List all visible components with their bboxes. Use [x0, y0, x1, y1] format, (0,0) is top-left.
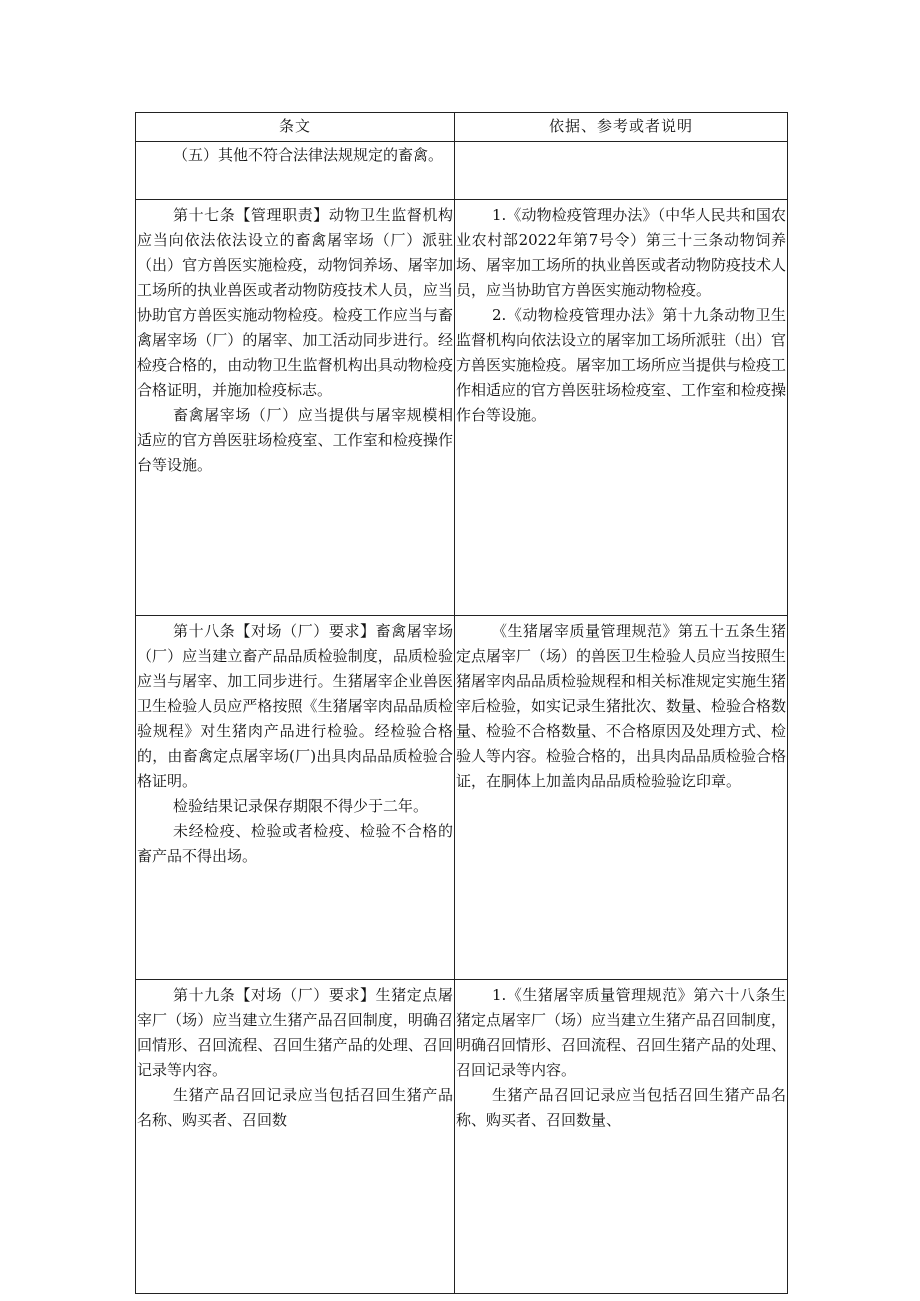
basis-paragraph: 2.《动物检疫管理办法》第十九条动物卫生监督机构向依法设立的屠宰加工场所派驻（出）官方兽医实施检疫。屠宰加工场所应当提供与检疫工作相适应的官方兽医驻场检疫室、工作室和检疫操作台等设施。: [456, 306, 787, 424]
header-provision: 条文: [136, 113, 455, 142]
basis-paragraph: 1.《动物检疫管理办法》（中华人民共和国农业农村部2022年第7号令）第三十三条动物饲养场、屠宰加工场所的执业兽医或者动物防疫技术人员，应当协助官方兽医实施动物检疫。: [456, 206, 787, 299]
basis-paragraph: 生猪产品召回记录应当包括召回生猪产品名称、购买者、召回数量、: [456, 1086, 786, 1129]
basis-cell: [455, 200, 788, 616]
table-header-row: [136, 113, 788, 142]
table-row: [136, 200, 788, 616]
basis-cell: [455, 980, 788, 1294]
provision-paragraph: 未经检疫、检验或者检疫、检验不合格的畜产品不得出场。: [137, 822, 453, 865]
provision-cell: [136, 200, 455, 616]
provision-paragraph: （五）其他不符合法律法规规定的畜禽。: [173, 146, 444, 164]
basis-cell: [455, 616, 788, 980]
regulation-table: [135, 112, 788, 1294]
table-row: [136, 616, 788, 980]
basis-paragraph: 《生猪屠宰质量管理规范》第五十五条生猪定点屠宰厂（场）的兽医卫生检验人员应当按照生猪屠宰肉品品质检验规程和相关标准规定实施生猪宰后检验，如实记录生猪批次、数量、检验合格数量、检验不合格数量、不合格原因及处理方式、检验人等内容。检验合格的，出具肉品品质检验合格证，在胴体上加盖肉品品质检验验讫印章。: [456, 622, 787, 790]
basis-paragraph: 1.《生猪屠宰质量管理规范》第六十八条生猪定点屠宰厂（场）应当建立生猪产品召回制度，明确召回情形、召回流程、召回生猪产品的处理、召回记录等内容。: [456, 986, 787, 1079]
provision-paragraph: 第十八条【对场（厂）要求】畜禽屠宰场（厂）应当建立畜产品品质检验制度，品质检验应当与屠宰、加工同步进行。生猪屠宰企业兽医卫生检验人员应严格按照《生猪屠宰肉品品质检验规程》对生猪肉产品进行检验。经检验合格的，由畜禽定点屠宰场(厂)出具肉品品质检验合格证明。: [137, 622, 453, 790]
provision-paragraph: 第十九条【对场（厂）要求】生猪定点屠宰厂（场）应当建立生猪产品召回制度，明确召回情形、召回流程、召回生猪产品的处理、召回记录等内容。: [137, 986, 453, 1079]
provision-paragraph: 生猪产品召回记录应当包括召回生猪产品名称、购买者、召回数: [137, 1086, 453, 1129]
provision-cell: [136, 980, 455, 1294]
provision-paragraph: 畜禽屠宰场（厂）应当提供与屠宰规模相适应的官方兽医驻场检疫室、工作室和检疫操作台等设施。: [137, 406, 453, 474]
provision-paragraph: 第十七条【管理职责】动物卫生监督机构应当向依法依法设立的畜禽屠宰场（厂）派驻（出）官方兽医实施检疫，动物饲养场、屠宰加工场所的执业兽医或者动物防疫技术人员，应当协助官方兽医实施动物检疫。检疫工作应当与畜禽屠宰场（厂）的屠宰、加工活动同步进行。经检疫合格的，由动物卫生监督机构出具动物检疫合格证明，并施加检疫标志。: [137, 206, 453, 399]
table-row: [136, 142, 788, 200]
provision-paragraph: 检验结果记录保存期限不得少于二年。: [173, 797, 429, 815]
provision-cell: [136, 142, 455, 200]
table-row: [136, 980, 788, 1294]
basis-cell: [455, 142, 788, 200]
provision-cell: [136, 616, 455, 980]
header-basis: 依据、参考或者说明: [455, 113, 788, 142]
